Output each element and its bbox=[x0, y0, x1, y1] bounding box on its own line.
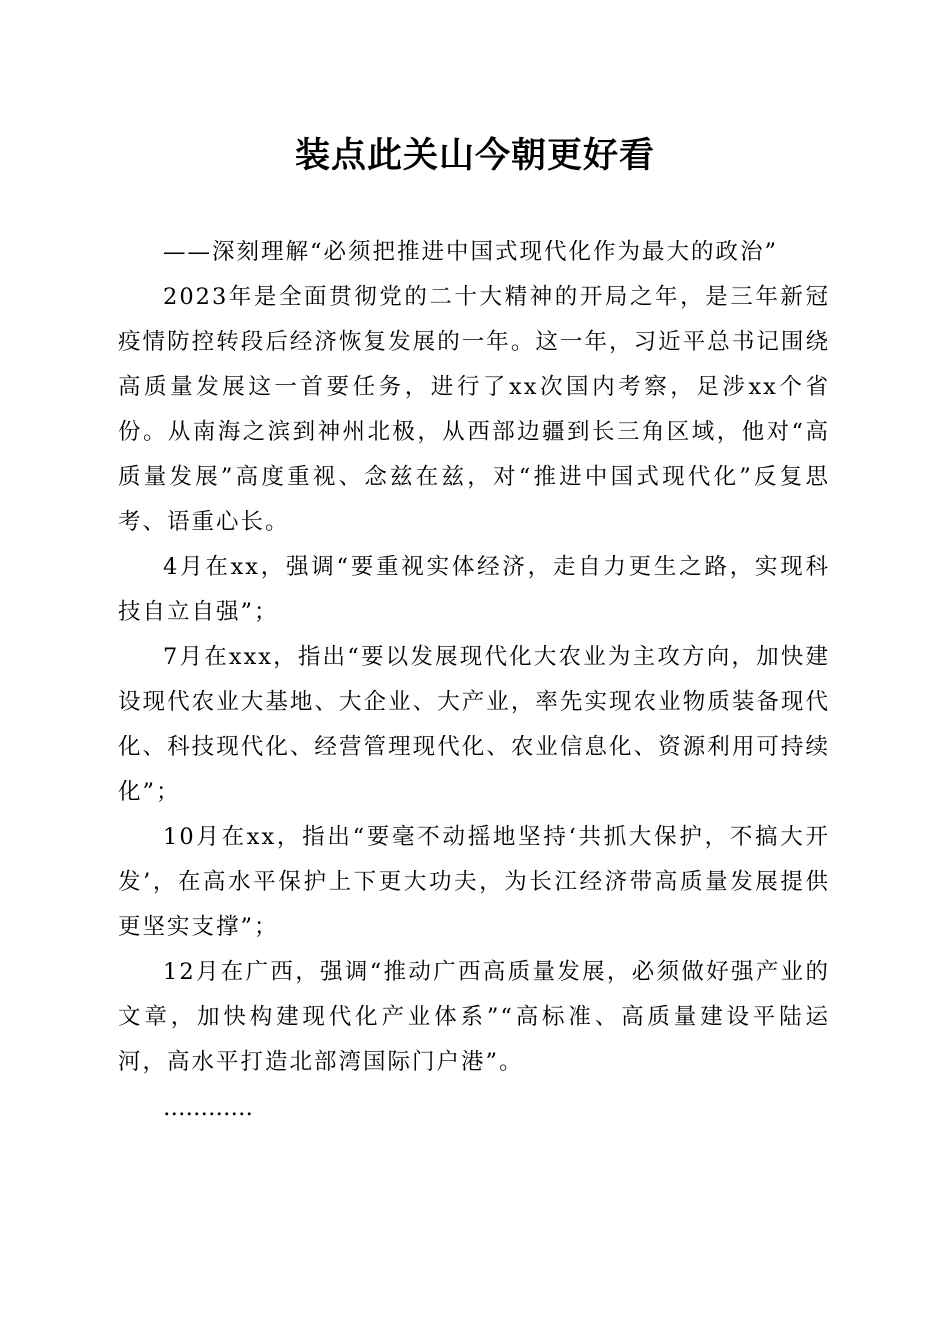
paragraph-october: 10月在xx，指出“要毫不动摇地坚持‘共抓大保护，不搞大开发’，在高水平保护上下更大功夫，为长江经济带高质量发展提供更坚实支撑”； bbox=[118, 824, 830, 940]
document-title: 装点此关山今朝更好看 bbox=[294, 135, 655, 176]
paragraph-april: 4月在xx，强调“要重视实体经济，走自力更生之路，实现科技自立自强”； bbox=[118, 554, 830, 625]
paragraph-december: 12月在广西，强调“推动广西高质量发展，必须做好强产业的文章，加快构建现代化产业体系”“高标准、高质量建设平陆运河，高水平打造北部湾国际门户港”。 bbox=[118, 959, 830, 1075]
paragraph-intro: 2023年是全面贯彻党的二十大精神的开局之年，是三年新冠疫情防控转段后经济恢复发展的一年。这一年，习近平总书记围绕高质量发展这一首要任务，进行了xx次国内考察，足涉xx个省份。从南海之滨到神州北极，从西部边疆到长三角区域，他对“高质量发展”高度重视、念兹在兹，对“推进中国式现代化”反复思考、语重心长。 bbox=[118, 284, 830, 535]
document-body bbox=[118, 230, 830, 1131]
subtitle: ——深刻理解“必须把推进中国式现代化作为最大的政治” bbox=[163, 239, 779, 265]
paragraph-july: 7月在xxx，指出“要以发展现代化大农业为主攻方向，加快建设现代农业大基地、大企业、大产业，率先实现农业物质装备现代化、科技现代化、经营管理现代化、农业信息化、资源利用可持续化”； bbox=[118, 644, 830, 805]
ellipsis: ………… bbox=[163, 1095, 253, 1121]
